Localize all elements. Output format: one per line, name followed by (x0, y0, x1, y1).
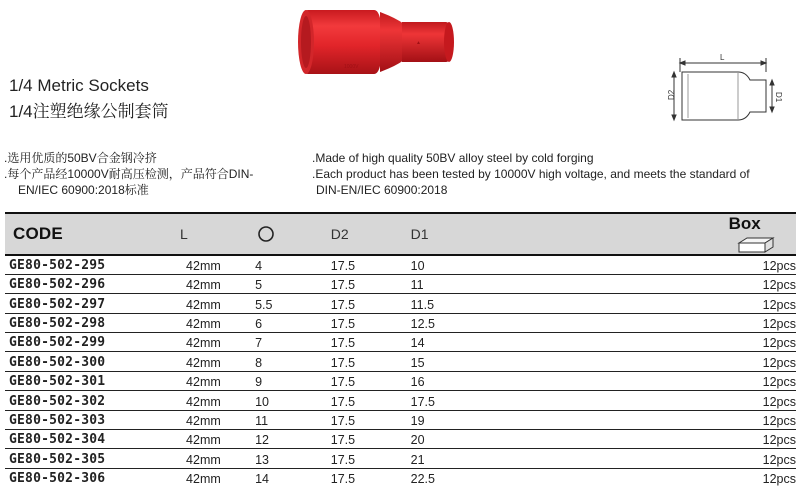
cell-length: 42mm (166, 410, 255, 429)
cell-d1: 20 (403, 430, 643, 449)
feature-cn-line-2: .每个产品经10000V耐高压检测，产品符合DIN- (4, 167, 254, 181)
cell-code: GE80-502-296 (5, 274, 166, 293)
cell-code: GE80-502-295 (5, 255, 166, 274)
cell-code: GE80-502-306 (5, 468, 166, 486)
table-row (5, 430, 796, 449)
cell-size: 5.5 (255, 294, 325, 313)
header-d2: D2 (325, 213, 403, 255)
cell-d1: 11.5 (403, 294, 643, 313)
feature-en-line-2: .Each product has been tested by 10000V high voltage, and meets the standard of (312, 167, 750, 181)
spec-table (5, 212, 796, 486)
cell-size: 7 (255, 333, 325, 352)
cell-box: 12pcs (643, 333, 796, 352)
cell-size: 11 (255, 410, 325, 429)
feature-en-line-1: .Made of high quality 50BV alloy steel by cold forging (312, 151, 594, 165)
table-header-row (5, 213, 796, 255)
cell-box: 12pcs (643, 468, 796, 486)
table-row (5, 391, 796, 410)
cell-code: GE80-502-302 (5, 391, 166, 410)
header-box (643, 213, 796, 255)
cell-box: 12pcs (643, 294, 796, 313)
cell-d2: 17.5 (325, 391, 403, 410)
cell-code: GE80-502-297 (5, 294, 166, 313)
cell-box: 12pcs (643, 430, 796, 449)
product-image (286, 2, 476, 82)
cell-code: GE80-502-304 (5, 430, 166, 449)
cell-length: 42mm (166, 449, 255, 468)
table-row (5, 371, 796, 390)
table-row (5, 313, 796, 332)
feature-cn-line-1: .选用优质的50BV合金钢冷挤 (4, 151, 157, 165)
cell-length: 42mm (166, 371, 255, 390)
box-icon (737, 236, 775, 254)
cell-size: 5 (255, 274, 325, 293)
table-row (5, 294, 796, 313)
cell-d2: 17.5 (325, 468, 403, 486)
header-length: L (166, 213, 255, 255)
cell-d2: 17.5 (325, 294, 403, 313)
cell-d2: 17.5 (325, 313, 403, 332)
cell-length: 42mm (166, 391, 255, 410)
cell-length: 42mm (166, 333, 255, 352)
cell-d2: 17.5 (325, 449, 403, 468)
features-en (312, 150, 800, 198)
cell-box: 12pcs (643, 391, 796, 410)
cell-box: 12pcs (643, 449, 796, 468)
cell-length: 42mm (166, 468, 255, 486)
cell-size: 6 (255, 313, 325, 332)
cell-d1: 15 (403, 352, 643, 371)
cell-d1: 11 (403, 274, 643, 293)
cell-d2: 17.5 (325, 430, 403, 449)
cell-d2: 17.5 (325, 333, 403, 352)
cell-length: 42mm (166, 430, 255, 449)
cell-d1: 17.5 (403, 391, 643, 410)
cell-d1: 10 (403, 255, 643, 274)
product-title-cn: 1/4注塑绝缘公制套筒 (9, 102, 169, 121)
table-body (5, 255, 796, 486)
features-cn (4, 150, 304, 198)
diagram-label-l: L (720, 53, 725, 62)
dimension-diagram (666, 50, 790, 132)
cell-size: 12 (255, 430, 325, 449)
cell-d2: 17.5 (325, 274, 403, 293)
cell-size: 4 (255, 255, 325, 274)
cell-size: 8 (255, 352, 325, 371)
cell-code: GE80-502-300 (5, 352, 166, 371)
cell-d1: 14 (403, 333, 643, 352)
header-size (255, 213, 325, 255)
cell-box: 12pcs (643, 352, 796, 371)
cell-code: GE80-502-303 (5, 410, 166, 429)
cell-d2: 17.5 (325, 371, 403, 390)
cell-box: 12pcs (643, 255, 796, 274)
cell-d1: 12.5 (403, 313, 643, 332)
svg-text:1000V: 1000V (344, 64, 359, 70)
header-box-label: Box (728, 214, 761, 233)
cell-d2: 17.5 (325, 352, 403, 371)
table-row (5, 255, 796, 274)
cell-length: 42mm (166, 255, 255, 274)
table-row (5, 468, 796, 486)
cell-length: 42mm (166, 274, 255, 293)
table-row (5, 274, 796, 293)
cell-d2: 17.5 (325, 255, 403, 274)
cell-length: 42mm (166, 294, 255, 313)
diagram-label-d2: D2 (667, 89, 676, 100)
diagram-label-d1: D1 (774, 92, 783, 103)
cell-box: 12pcs (643, 274, 796, 293)
table-row (5, 449, 796, 468)
feature-en-line-3: DIN-EN/IEC 60900:2018 (316, 183, 448, 197)
cell-d2: 17.5 (325, 410, 403, 429)
table-row (5, 333, 796, 352)
header-code: CODE (5, 213, 166, 255)
cell-d1: 22.5 (403, 468, 643, 486)
hex-socket-size-icon (257, 225, 275, 243)
cell-size: 9 (255, 371, 325, 390)
cell-length: 42mm (166, 352, 255, 371)
table-row (5, 410, 796, 429)
cell-box: 12pcs (643, 313, 796, 332)
table-row (5, 352, 796, 371)
cell-code: GE80-502-301 (5, 371, 166, 390)
cell-code: GE80-502-305 (5, 449, 166, 468)
cell-d1: 21 (403, 449, 643, 468)
cell-box: 12pcs (643, 410, 796, 429)
header-d1: D1 (403, 213, 643, 255)
cell-size: 10 (255, 391, 325, 410)
feature-cn-line-3: EN/IEC 60900:2018标准 (18, 183, 149, 197)
product-title-en: 1/4 Metric Sockets (9, 76, 149, 95)
cell-code: GE80-502-299 (5, 333, 166, 352)
cell-box: 12pcs (643, 371, 796, 390)
cell-size: 14 (255, 468, 325, 486)
cell-length: 42mm (166, 313, 255, 332)
cell-d1: 19 (403, 410, 643, 429)
svg-text:▲: ▲ (416, 40, 421, 46)
cell-size: 13 (255, 449, 325, 468)
cell-code: GE80-502-298 (5, 313, 166, 332)
cell-d1: 16 (403, 371, 643, 390)
